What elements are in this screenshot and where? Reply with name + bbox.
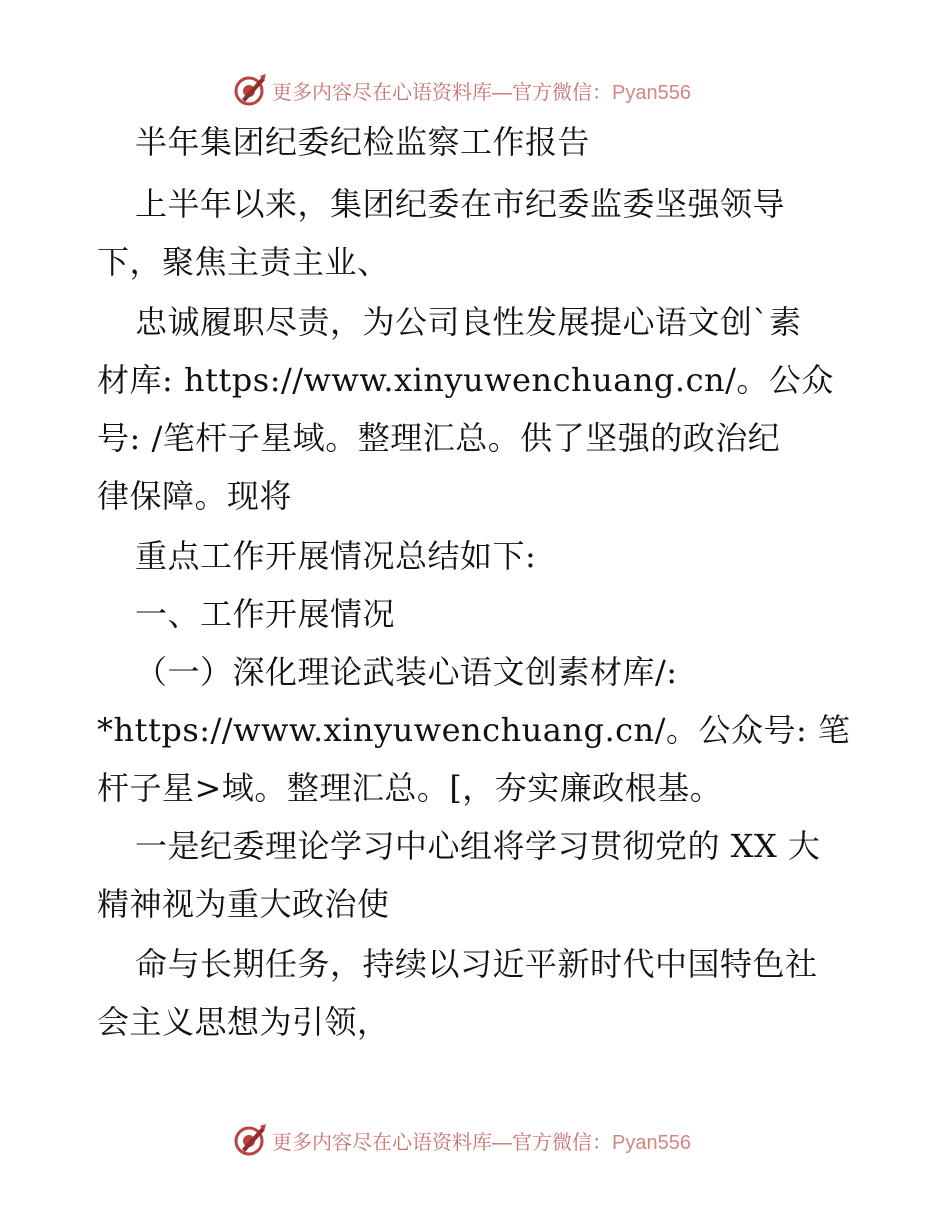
- subsection-heading: （一）深化理论武装心语文创素材库/:: [135, 653, 678, 691]
- paragraph-line: 重点工作开展情况总结如下:: [135, 537, 537, 575]
- section-heading: 一、工作开展情况: [135, 595, 396, 633]
- watermark-banner-top: [232, 70, 752, 110]
- paragraph-line: 号: /笔杆子星域。整理汇总。供了坚强的政治纪: [97, 419, 781, 457]
- paragraph-line: 杆子星>域。整理汇总。[，夯实廉政根基。: [97, 769, 723, 807]
- paragraph-line: 上半年以来，集团纪委在市纪委监委坚强领导: [135, 185, 786, 223]
- paragraph-line: 下，聚焦主责主业、: [97, 243, 390, 281]
- paragraph-line: 会主义思想为引领，: [97, 1003, 390, 1041]
- paragraph-line: 律保障。现将: [97, 477, 293, 515]
- paragraph-line: 命与长期任务，持续以习近平新时代中国特色社: [135, 945, 818, 983]
- watermark-banner-bottom: [232, 1120, 752, 1160]
- paragraph-line: *https://www.xinyuwenchuang.cn/。公众号: 笔: [97, 711, 851, 749]
- paragraph-line: 一是纪委理论学习中心组将学习贯彻党的 XX 大: [135, 827, 821, 865]
- watermark-account: Pyan556: [612, 81, 691, 104]
- watermark-text: 更多内容尽在心语资料库—官方微信：: [272, 1131, 612, 1154]
- document-title: 半年集团纪委纪检监察工作报告: [135, 123, 591, 161]
- paragraph-line: 材库: https://www.xinyuwenchuang.cn/。公众: [97, 361, 834, 399]
- pen-logo-icon: [232, 72, 268, 108]
- paragraph-line: 精神视为重大政治使: [97, 885, 390, 923]
- pen-logo-icon: [232, 1122, 268, 1158]
- paragraph-line: 忠诚履职尽责，为公司良性发展提心语文创`素: [135, 303, 802, 341]
- watermark-account: Pyan556: [612, 1131, 691, 1154]
- watermark-text: 更多内容尽在心语资料库—官方微信：: [272, 81, 612, 104]
